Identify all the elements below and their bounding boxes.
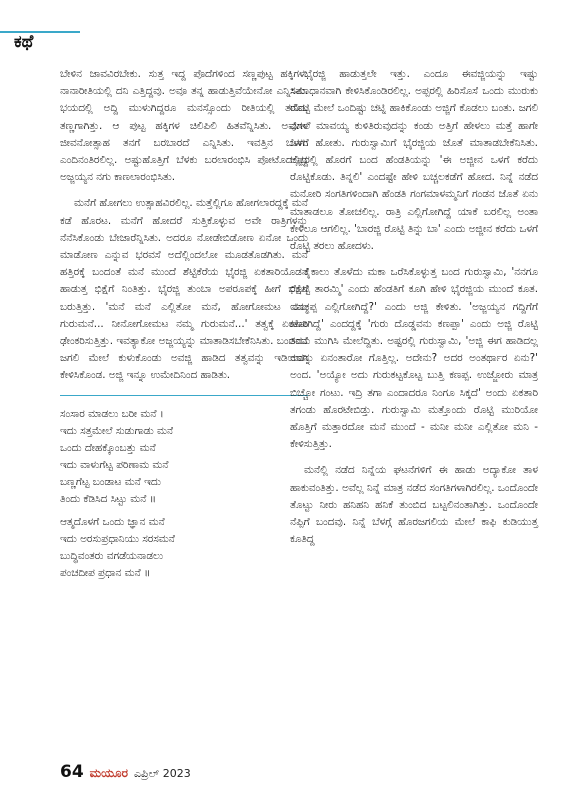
poem-line: ಒಂದು ದೇಹಕ್ಕೊಂಬತ್ತು ಮನೆ	[60, 441, 156, 454]
body-paragraph: ಬೇಳಿನ ಜಾವವಿರಬೇಕು. ಸುತ್ತ ಇದ್ದ ಪೊದೆಗಳಿಂದ ಸಣ್ಣಪುಟ್ಟ ಹಕ್ಕಿಗಳು ನಾನಾರೀತಿಯಲ್ಲಿ ದನಿ ಎತ್ತಿದ್ದವು. ಅವೂ ತನ್ನ ಹಾಡುತ್ತಿವೆಯೇನೋ ಎನ್ನಿಸಿತು. ಭಯದಲ್ಲಿ ಅದ್ದಿ ಮುಳುಗಿದ್ದರೂ ಮನಸ್ಸೊಂದು ರೀತಿಯಲ್ಲಿ ತಣಿದು ತಣ್ಣಗಾಗಿತ್ತು. ಆ ಪುಟ್ಟ ಹಕ್ಕಿಗಳ ಚಿಲಿಪಿಲಿ ಹಿತವೆನ್ನಿಸಿತು. ಅವುಗಳ ಜೀವನೋತ್ಸಾಹ ತನಗೆ ಬರಬಾರದೆ ಎನ್ನಿಸಿತು. ಇವತ್ತಿನ ಬೆಳಗು ಎಂದಿನಂತಿರಲಿಲ್ಲ. ಅಷ್ಟುಹೊತ್ತಿಗೆ ಬೆಳಕು ಬರಲಾರಂಭಿಸಿ ಪೋಟೊದಲ್ಲಿದ್ದ ಅಜ್ಜಯ್ಯನ ನಗು ಕಾಣಲಾರಂಭಿಸಿತು.	[60, 68, 308, 184]
body-paragraph: ಕೈಕಾಲು ತೊಳೆದು ಮಕಾ ಒರೆಸಿಕೊಳ್ಳುತ್ತ ಬಂದ ಗುರುಸ್ವಾಮಿ, 'ನನಗೂ ರೊಟ್ಟಿ ತಾರಮ್ಮಿ' ಎಂದು ಹೆಂಡತಿಗೆ ಕೂಗಿ ಹೇಳಿ ಭೈರಜ್ಜಿಯ ಮುಂದೆ ಕೂತ. ಯಾಕಪ್ಪ ಎಲ್ಲಿಗೋಗಿದ್ದೆ?' ಎಂದು ಅಜ್ಜಿ ಕೇಳಿತು. 'ಅಜ್ಜಯ್ಯನ ಗದ್ದಿಗೆಗೆ ಹೋಗಿದ್ದೆ' ಎಂದದ್ದಕ್ಕೆ 'ಗುರು ದೊಡ್ಡವನು ಕಣಪ್ಪಾ' ಎಂದು ಅಜ್ಜಿ ರೊಟ್ಟಿ ತಿಂದು ಮುಗಿಸಿ ಮೇಲೆದ್ದಿತು. ಅಷ್ಟರಲ್ಲಿ ಗುರುಸ್ವಾಮಿ, 'ಅಜ್ಜಿ ಈಗ ಹಾಡಿದಲ್ಲ ಅದನ್ನು ಏನಂತಾರೋ ಗೊತ್ತಿಲ್ಲ. ಅದೇನು? ಅದರ ಅಂತರ್ಥಾರ ಏನು?' ಅಂದ. 'ಅಯ್ಯೋ ಅದು ಗುರುಕಟ್ಟಕೊಟ್ಟ ಬುತ್ತಿ ಕಣಪ್ಪ. ಉಜ್ಜೋರು ಮಾತ್ರ ಬಿಚ್ಚೋ ಗಂಟು. ಇದ್ರಿ ತಗಾ ಎಂದಾದರೂ ನಿಂಗೂ ಸಿಕ್ಕದೆ' ಅಂದು ಏಕತಾರಿ ತಗಂಡು ಹೊರಟೇಬಿಡ್ತು. ಗುರುಸ್ವಾಮಿ ಮತ್ತೊಂದು ರೊಟ್ಟಿ ಮುರಿಯೋ ಹೊತ್ತಿಗೆ ಮತ್ತಾರದೋ ಮನೆ ಮುಂದೆ - ಮನೀ ಮನೀ ಎಲ್ಲಿತೋ ಮನಿ - ಕೇಳಿಸುತ್ತಿತ್ತು.	[290, 266, 538, 451]
poem	[60, 406, 308, 582]
page-footer	[60, 762, 191, 784]
left-column	[60, 66, 308, 582]
body-paragraph: ಭೈರಜ್ಜಿ ಹಾಡುತ್ತಲೇ ಇತ್ತು. ಎಂದೂ ಈವಜ್ಜಿಯನ್ನು ಇಷ್ಟು ಸಮಾಧಾನವಾಗಿ ಕೇಳಿಸಿಕೊಂಡಿರಲಿಲ್ಲ. ಅಪ್ಪರಲ್ಲಿ ಹಿರಿಸೊಸೆ ಒಂದು ಮುರುಕು ರೊಟ್ಟಿ ಮೇಲೆ ಒಂದಿಷ್ಟು ಚಟ್ನಿ ಹಾಕಿಕೊಂಡು ಅಜ್ಜಿಗೆ ಕೊಡಲು ಬಂತು. ಜಗಲಿ ಮೇಲೆ ಮಾವಯ್ಯ ಕುಳಿತಿರುವುದನ್ನು ಕಂಡು ಅತ್ತಿಗೆ ಹೇಳಲು ಮತ್ತೆ ಹಾಗೇ ಒಳಗೆ ಹೋತು. ಗುರುಸ್ವಾಮಿಗೆ ಭೈರಜ್ಜಿಯ ಜೊತೆ ಮಾತಾಡಬೇಕೆನಿಸಿತು. ಅಪ್ಪರಲ್ಲಿ ಹೊರಗೆ ಬಂದ ಹೆಂಡತಿಯನ್ನು 'ಈ ಅಜ್ಜೀನ ಒಳಗೆ ಕರೆದು ರೊಟ್ಟಿಕೊಡು. ತಿನ್ನಲಿ' ಎಂದಷ್ಟೇ ಹೇಳಿ ಬಚ್ಚಲಕಡೆಗೆ ಹೋದ. ನಿನ್ನೆ ನಡೆದ ಮನೋರಿ ಸಂಗತಿಗಳಿಂದಾಗಿ ಹೆಂಡತಿ ಗಂಗಮಾಳಮ್ಮನಿಗೆ ಗಂಡನ ಜೊತೆ ಏನು ಮಾತಾಡಲೂ ತೋಚಲಿಲ್ಲ. ರಾತ್ರಿ ಎಲ್ಲಿಗೋಗಿದ್ದೆ ಯಾಕೆ ಬರಲಿಲ್ಲ ಅಂತಾ ಕೇಳಲೂ ಆಗಲಿಲ್ಲ. 'ಬಾರಜ್ಜಿ ರೊಟ್ಟಿ ತಿನ್ನು ಬಾ' ಎಂದು ಅಜ್ಜೀನ ಕರೆದು ಒಳಗೆ ರೊಟ್ಟಿ ತರಲು ಹೋದಳು.	[290, 68, 538, 253]
poem-line: ಬುದ್ಧಿವಂತರು ವಗಡೆಯನಾಡಲು	[60, 549, 163, 562]
poem-line: ತಿಂದು ಕೆಡಿಸಿದ ಸಿಟ್ಟು ಮನೆ ॥	[60, 492, 156, 505]
page-number: 64	[60, 762, 84, 782]
poem-line: ಸಂಸಾರ ಮಾಡಲು ಬರೀ ಮನೆ ।	[60, 407, 164, 420]
poem-line: ಇದು ಸತ್ತಮೇಲೆ ಸುಡುಗಾಡು ಮನೆ	[60, 424, 174, 437]
poem-line: ಇದು ಅರಸುಪ್ರಧಾನಿಯು ಸರಸಮನೆ	[60, 532, 175, 545]
body-paragraph: ಮನೆಲ್ಲಿ ನಡೆದ ನಿನ್ನೆಯ ಘಟನೆಗಳಿಗೆ ಈ ಹಾಡು ಅದ್ಯಾಕೋ ತಾಳ ಹಾಕುವಂತಿತ್ತು. ಅವೆಲ್ಲ ನಿನ್ನೆ ಮಾತ್ರ ನಡೆದ ಸಂಗತಿಗಳಾಗಿರಲಿಲ್ಲ. ಒಂದೊಂದೇ ತೊಟ್ಟು ನೀರು ಹನಿಹನಿ ಹನಿಕೆ ತುಂಬಿದ ಬಟ್ಟಲಿನಂತಾಗಿತ್ತು. ಒಂದೊಂದೇ ನೆಪ್ಪಿಗೆ ಬಂದವು. ನಿನ್ನೆ ಬೆಳಗ್ಗೆ ಹೊರಜಗಲಿಯ ಮೇಲೆ ಕಾಫಿ ಕುಡಿಯುತ್ತ ಕೂತಿದ್ದ	[290, 464, 538, 546]
page-header	[0, 0, 562, 60]
magazine-logo: ಮಯೂರ	[89, 766, 128, 780]
body-paragraph: ಮನೆಗೆ ಹೋಗಲು ಉತ್ಸಾಹವಿರಲಿಲ್ಲ. ಮತ್ತೆಲ್ಲಿಗೂ ಹೋಗಲಾರದ್ದಕ್ಕೆ ಮನೆ ಕಡೆ ಹೊರಟ. ಮನೆಗೆ ಹೋದರೆ ಸುತ್ತಿಕೊಳ್ಳುವ ಅವೇ ರಾತ್ರಿಗಳನ್ನು ನೆನೆಸಿಕೊಂಡು ಬೇಜಾರೆನ್ನಿಸಿತು. ಅದರೂ ನೋಡೇಬಿಡೋಣ ಏನೋ ಒಂದು ಮಾಡೋಣ ಎನ್ನುವ ಭರವಸೆ ಅದೆಲ್ಲಿಂದಲೋ ಮೂಡತೊಡಗಿತು. ಮನೆ ಹತ್ತಿರಕ್ಕೆ ಬಂದಂತೆ ಮನೆ ಮುಂದೆ ಶೆಟ್ಟಿಕೆರೆಯ ಭೈರಜ್ಜಿ ಏಕತಾರಿಯೊಡನೆ ಹಾಡುತ್ತ ಭಿಕ್ಷೆಗೆ ನಿಂತಿತ್ತು. ಭೈರಜ್ಜಿ ತುಂಬಾ ಅಪರೂಪಕ್ಕೆ ಹೀಗೆ ಭಿಕ್ಷೆಗೆ ಬರುತ್ತಿತ್ತು. 'ಮನೆ ಮನೆ ಎಲ್ಲಿತೋ ಮನೆ, ಹೋಗೋಮಟ ನಮ್ಮ ಗುರುಮನೆ... ನೀನೋಗೋಮಟ ನಮ್ಮ ಗುರುಮನೆ...' ತತ್ವಕ್ಕೆ ಏಕತಾರಿ ಢೇಂಕರಿಸುತ್ತಿತ್ತು. ಇವತ್ಯಾಕೋ ಅಜ್ಜಯ್ಯನ್ನು ಮಾತಾಡಿಸಬೇಕೆನಿಸಿತು. ಬಂದವನೆ ಜಗಲಿ ಮೇಲೆ ಕುಳುಕೊಂಡು ಅವಜ್ಜಿ ಹಾಡಿದ ತತ್ವವನ್ನು ಇಡಿಯಾಗಿ ಕೇಳಿಸಿಕೊಂಡ. ಅಜ್ಜಿ ಇನ್ನೂ ಉಮೇದಿನಿಂದ ಹಾಡಿತು.	[60, 197, 308, 382]
poem-line: ಬಣ್ಣಗೆಟ್ಟ ಬಂಡಾಟ ಮನೆ ಇದು	[60, 475, 161, 488]
header-accent-bar	[0, 31, 80, 33]
poem-line: ಆತ್ಮದೊಳಗೆ ಒಂದು ಜ್ಞಾನ ಮನೆ	[60, 515, 165, 528]
poem-divider	[60, 395, 308, 396]
right-column	[290, 66, 538, 548]
poem-line: ಪಂಚದೀಪ ಪ್ರಧಾನ ಮನೆ ॥	[60, 566, 151, 579]
issue-date: ಎಪ್ರಿಲ್ 2023	[133, 767, 191, 780]
section-title: ಕಥೆ	[14, 32, 34, 52]
poem-line: ಇದು ವಾಳುಗೆಟ್ಟ ಪರಿಣಾಮ ಮನೆ	[60, 458, 169, 471]
